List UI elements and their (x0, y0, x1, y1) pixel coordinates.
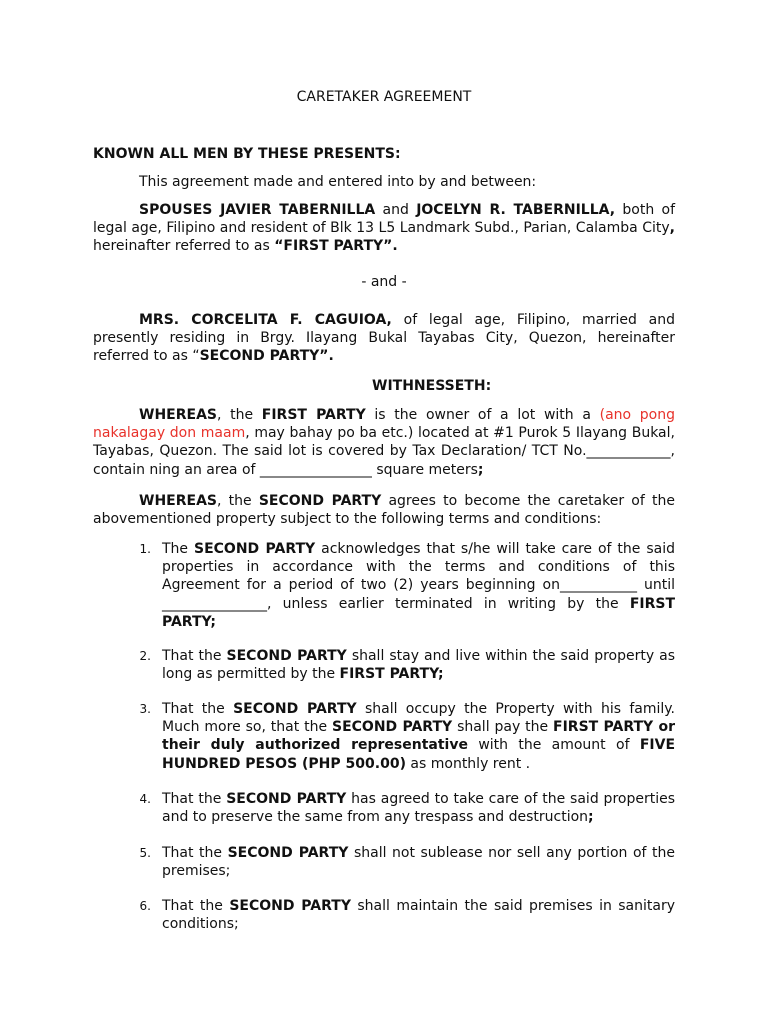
list-item-text: That the SECOND PARTY has agreed to take care of the said properties and to preserve the same from any trespass and destruction; (162, 791, 675, 826)
list-item-text: The SECOND PARTY acknowledges that s/he will take care of the said properties in accordance with the terms and conditions of this Agreement for a period of two (2) years beginning on___________ until _______________, unless earlier terminated in writing by the FIRST PARTY; (162, 541, 675, 630)
second-party-paragraph: MRS. CORCELITA F. CAGUIOA, of legal age, Filipino, married and presently residing in Brgy. Ilayang Bukal Tayabas City, Quezon, hereinafter referred to as “SECOND PARTY”. (93, 312, 675, 365)
list-item-text: That the SECOND PARTY shall stay and live within the said property as long as permitted by the FIRST PARTY; (162, 648, 676, 683)
list-number: 6. (139, 899, 151, 913)
document-title: CARETAKER AGREEMENT (296, 89, 472, 105)
highlighted-note: (ano pong nakalagay don maam (93, 407, 675, 442)
known-all-men-heading: KNOWN ALL MEN BY THESE PRESENTS: (93, 146, 401, 162)
list-item-text: That the SECOND PARTY shall not sublease nor sell any portion of the premises; (162, 845, 676, 880)
list-number: 4. (139, 792, 151, 806)
first-party-paragraph: SPOUSES JAVIER TABERNILLA and JOCELYN R. TABERNILLA, both of legal age, Filipino and resident of Blk 13 L5 Landmark Subd., Parian, Calamba City, hereinafter referred to as “FIRST PARTY”. (93, 202, 675, 255)
list-item-text: That the SECOND PARTY shall occupy the Property with his family. Much more so, that the SECOND PARTY shall pay the FIRST PARTY or their duly authorized representative with the amount of FIVE HUNDRED PESOS (PHP 500.00) as monthly rent . (162, 701, 676, 772)
whereas-paragraph-1: WHEREAS, the FIRST PARTY is the owner of a lot with a (ano pong nakalagay don maam, may bahay po ba etc.) located at #1 Purok 5 Ilayang Bukal, Tayabas, Quezon. The said lot is covered by Tax Declaration/ TCT No.____________, contain ning an area of ________________ square meters; (93, 407, 675, 478)
whereas-paragraph-2: WHEREAS, the SECOND PARTY agrees to become the caretaker of the abovementioned property subject to the following terms and conditions: (93, 493, 675, 528)
withnesseth-heading: WITHNESSETH: (372, 378, 492, 394)
list-number: 1. (139, 542, 151, 556)
and-separator: - and - (361, 274, 407, 290)
list-number: 3. (139, 702, 151, 716)
list-number: 2. (139, 649, 151, 663)
intro-paragraph: This agreement made and entered into by and between: (139, 174, 537, 190)
list-item-text: That the SECOND PARTY shall maintain the said premises in sanitary conditions; (162, 898, 676, 933)
list-number: 5. (139, 846, 151, 860)
